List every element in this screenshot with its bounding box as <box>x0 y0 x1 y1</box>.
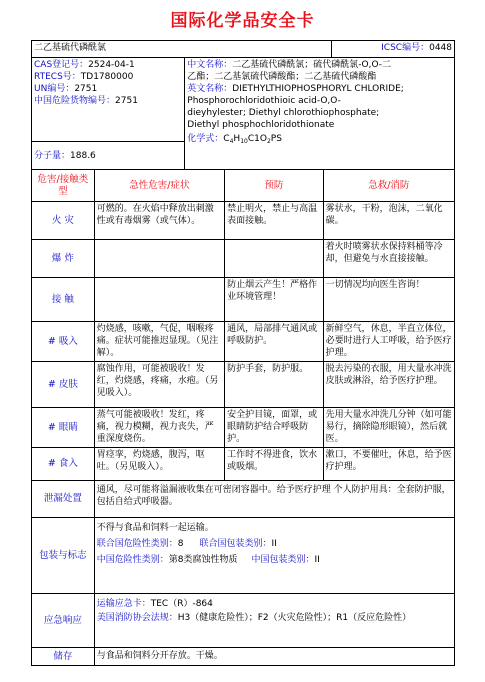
table-row <box>32 201 454 239</box>
cn-pack-value: II <box>314 555 320 565</box>
row-label: 爆 炸 <box>51 252 74 264</box>
cas-label: CAS登记号： <box>34 60 89 70</box>
row-label: # 吸入 <box>47 335 78 347</box>
page-title: 国际化学品安全卡 <box>170 11 315 31</box>
row-hazard <box>94 278 224 321</box>
row-hazard: 胃痉挛，灼烧感，腹泻，呕吐。（另见吸入）。 <box>94 448 224 480</box>
cn-danger-value: 2751 <box>115 96 138 106</box>
packaging-content: 不得与食品和饲料一起运输。 联合国危险性类别：8 联合国包装类别：II 中国危险性类别：第8类腐蚀性物质 中国包装类别：II <box>94 518 454 593</box>
row-firstaid: 雾状水，干粉，泡沫，二氧化碳。 <box>323 202 454 239</box>
table-row <box>32 321 454 361</box>
col-hazard: 急性危害/症状 <box>94 170 224 201</box>
col-firstaid: 急救/消防 <box>323 170 454 201</box>
en-name-line1: DIETHYLTHIOPHOSPHORYL CHLORIDE; <box>232 84 404 94</box>
row-prevention: 防护手套，防护服。 <box>224 362 323 407</box>
packaging-section <box>32 517 454 593</box>
row-label: 火 灾 <box>51 214 74 226</box>
table-row <box>32 361 454 407</box>
row-firstaid: 新鲜空气，休息，半直立体位，必要时进行人工呼吸，给予医疗护理。 <box>323 322 454 361</box>
storage-text: 与食品和饲料分开存放。干燥。 <box>94 648 454 665</box>
cn-name-label: 中文名称： <box>187 60 233 70</box>
icsc-value: 0448 <box>429 43 452 53</box>
un-pack-value: II <box>271 539 277 549</box>
row-label: # 皮肤 <box>47 378 78 390</box>
packaging-note: 不得与食品和饲料一起运输。 <box>96 523 214 533</box>
id-list <box>32 58 184 141</box>
safety-card <box>31 40 455 666</box>
en-name-label: 英文名称： <box>187 84 233 94</box>
storage-section <box>32 647 454 665</box>
names-block <box>184 58 454 169</box>
leak-section <box>32 480 454 517</box>
row-hazard: 蒸气可能被吸收！发红，疼痛，视力模糊，视力丧失，严重深度烧伤。 <box>94 408 224 447</box>
un-label: UN编号： <box>34 84 75 94</box>
card-header <box>32 41 454 57</box>
chemical-formula: $C_4H_{10}C1O_2PS$ <box>223 134 282 145</box>
en-name-line3: dieyhylester; Diethyl chlorothiophosphate; <box>187 108 380 118</box>
row-firstaid: 脱去污染的衣服，用大量水冲洗皮肤或淋浴，给予医疗护理。 <box>323 362 454 407</box>
table-header <box>32 169 454 201</box>
row-prevention: 安全护目镜，面罩，或眼睛防护结合呼吸防护。 <box>224 408 323 447</box>
emergency-card-value: TEC（R）-864 <box>150 599 213 609</box>
leak-label: 泄漏处置 <box>43 493 82 504</box>
cn-class-value: 第8类腐蚀性物质 <box>168 555 238 565</box>
col-prevention: 预防 <box>224 170 323 201</box>
row-label: # 眼睛 <box>47 421 78 433</box>
row-hazard <box>94 240 224 277</box>
row-prevention <box>224 240 323 277</box>
row-hazard: 腐蚀作用，可能被吸收！发红，灼烧感，疼痛，水疱。（另见吸入）。 <box>94 362 224 407</box>
table-row <box>32 407 454 447</box>
row-firstaid: 着火时喷雾状水保持料桶等冷却，但避免与水直接接触。 <box>323 240 454 277</box>
icsc-label: ICSC编号： <box>381 43 430 53</box>
row-hazard: 灼烧感，咳嗽，气促，咽喉疼痛。症状可能推迟显现。（见注解）。 <box>94 322 224 361</box>
storage-label: 储存 <box>53 650 73 662</box>
en-name-line2: Phosphorochloridothioic acid-O,O- <box>187 96 341 106</box>
formula-label: 化学式： <box>187 134 224 144</box>
row-prevention: 防止烟云产生！严格作业环境管理！ <box>224 278 323 321</box>
table-row <box>32 447 454 480</box>
row-prevention: 禁止明火，禁止与高温表面接触。 <box>224 202 323 239</box>
id-numbers <box>32 58 184 169</box>
emergency-section <box>32 593 454 647</box>
row-prevention: 通风，局部排气通风或呼吸防护。 <box>224 322 323 361</box>
table-row <box>32 239 454 277</box>
leak-text: 通风，尽可能将溢漏液收集在可密闭容器中。给予医疗护理 个人防护用具：全套防护服，包括自给式呼吸器。 <box>94 481 454 517</box>
cn-danger-label: 中国危险货物编号： <box>34 96 116 106</box>
icsc-number <box>331 41 454 57</box>
cn-name-line2: 乙酯；二乙基氯硫代磷酸酯；二乙基硫代磷酸酯 <box>187 72 377 82</box>
col-type: 危害/接触类型 <box>37 173 89 197</box>
row-firstaid: 先用大量水冲洗几分钟（如可能易行，摘除隐形眼镜），然后就医。 <box>323 408 454 447</box>
row-label: 接 触 <box>51 293 74 305</box>
en-name-line4: Diethyl phosphochloridothionate <box>187 120 335 130</box>
row-prevention: 工作时不得进食，饮水或吸烟。 <box>224 448 323 480</box>
table-row <box>32 277 454 321</box>
row-firstaid: 漱口，不要催吐，休息，给予医疗护理。 <box>323 448 454 480</box>
row-hazard: 可燃的。在火焰中释放出刺激性或有毒烟雾（或气体）。 <box>94 202 224 239</box>
identification-section <box>32 57 454 169</box>
mw-value: 188.6 <box>70 150 96 161</box>
un-class-value: 8 <box>177 539 184 549</box>
row-firstaid: 一切情况均向医生咨询！ <box>323 278 454 321</box>
chemical-name: 二乙基硫代磷酰氯 <box>34 43 107 53</box>
molecular-weight <box>32 141 184 169</box>
rtecs-value: TD1780000 <box>80 72 134 82</box>
nfpa-value: H3（健康危险性）；F2（火灾危险性）；R1（反应危险性） <box>177 613 412 623</box>
rtecs-label: RTECS号： <box>34 72 81 82</box>
packaging-label: 包装与标志 <box>39 549 87 561</box>
cn-name-line1: 二乙基硫代磷酰氯；硫代磷酰氯-O,O-二 <box>232 60 392 70</box>
row-label: # 食入 <box>47 458 78 469</box>
un-value: 2751 <box>74 84 98 94</box>
emergency-label: 应急响应 <box>43 614 82 626</box>
cas-value: 2524-04-1 <box>88 60 135 70</box>
mw-label: 分子量： <box>34 150 71 161</box>
emergency-content: 运输应急卡：TEC（R）-864 美国消防协会法规：H3（健康危险性）；F2（火灾危险性）；R1（反应危险性） <box>94 594 454 647</box>
